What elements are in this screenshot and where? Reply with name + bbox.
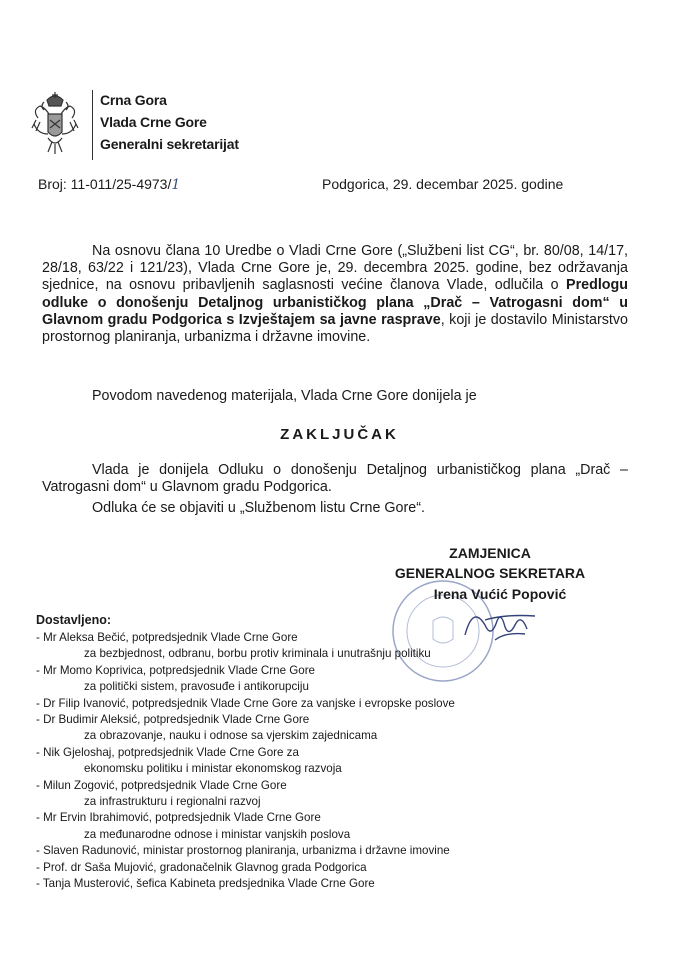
list-item: - Dr Filip Ivanović, potpredsjednik Vlade Crne Gore za vanjske i evropske poslove [36, 696, 455, 710]
reference-number-text: Broj: 11-011/25-4973/ [38, 176, 172, 192]
reference-handwritten-mark: 1 [171, 177, 181, 193]
paragraph-publication-text: Odluka će se objaviti u „Službenom listu Crne Gore“. [92, 500, 425, 516]
list-item: - Dr Budimir Aleksić, potpredsjednik Vlade Crne Gore za obrazovanje, nauku i odnose sa vjerskim zajednicama [36, 713, 378, 743]
paragraph-basis [42, 243, 628, 346]
list-item: - Mr Momo Koprivica, potpredsjednik Vlade Crne Gore za politički sistem, pravosuđe i antikorupciju [36, 663, 316, 694]
coat-of-arms-icon [30, 90, 80, 160]
handwritten-signature-icon [455, 600, 555, 650]
paragraph-basis-bold: Predlogu odluke o donošenju Detaljnog urbanističkog plana „Drač – Vatrogasni dom“ u Glavnom gradu Podgorica s Izvještajem sa javne rasprave [42, 277, 628, 328]
paragraph-adoption-text: Povodom navedenog materijala, Vlada Crne Gore donijela je [92, 388, 477, 404]
paragraph-basis-start: Na osnovu člana 10 Uredbe o Vladi Crne Gore („Službeni list CG“, br. 80/08, 14/17, 28/18, 63/22 i 121/23), Vlada Crne Gore je, 29. decembra 2025. godine, bez održavanja sjednice, na osnovu pribavljenih saglasnosti većine članova Vlade, odlučila o [42, 243, 628, 294]
paragraph-adoption [42, 388, 628, 405]
list-item: - Prof. dr Saša Mujović, gradonačelnik Glavnog grada Podgorica [36, 860, 367, 874]
list-item: - Slaven Radunović, ministar prostornog planiranja, urbanizma i državne imovine [36, 844, 450, 858]
place-date: Podgorica, 29. decembar 2025. godine [322, 176, 564, 192]
conclusion-heading: ZAKLJUČAK [280, 426, 399, 443]
header-divider [92, 90, 93, 160]
list-item: - Nik Gjeloshaj, potpredsjednik Vlade Crne Gore za ekonomsku politiku i ministar ekonomskog razvoja [36, 745, 342, 776]
signature-title-2: GENERALNOG SEKRETARA [394, 565, 586, 581]
signature-title-1: ZAMJENICA [449, 545, 531, 561]
paragraph-decision-text: Vlada je donijela Odluku o donošenju Detaljnog urbanističkog plana „Drač – Vatrogasni dom“ u Glavnom gradu Podgorica. [42, 462, 628, 496]
header-government: Vlada Crne Gore [100, 114, 207, 130]
paragraph-publication [42, 500, 628, 517]
header-country: Crna Gora [100, 92, 167, 108]
list-item: - Mr Aleksa Bečić, potpredsjednik Vlade Crne Gore za bezbjednost, odbranu, borbu protiv kriminala i unutrašnju politiku [36, 631, 431, 661]
header-secretariat: Generalni sekretarijat [100, 136, 239, 152]
paragraph-basis-end: , koji je dostavilo Ministarstvo prostornog planiranja, urbanizma i državne imovine. [42, 311, 628, 346]
list-item: - Tanja Musterović, šefica Kabineta predsjednika Vlade Crne Gore [36, 877, 375, 891]
paragraph-decision [42, 462, 628, 496]
list-item: - Milun Zogović, potpredsjednik Vlade Crne Gore za infrastrukturu i regionalni razvoj [36, 778, 287, 809]
distribution-list [36, 630, 455, 893]
reference-number [38, 176, 180, 193]
list-item: - Mr Ervin Ibrahimović, potpredsjednik Vlade Crne Gore za međunarodne odnose i ministar vanjskih poslova [36, 811, 351, 841]
signature-name: Irena Vućić Popović [433, 586, 567, 602]
distribution-title: Dostavljeno: [36, 613, 112, 627]
